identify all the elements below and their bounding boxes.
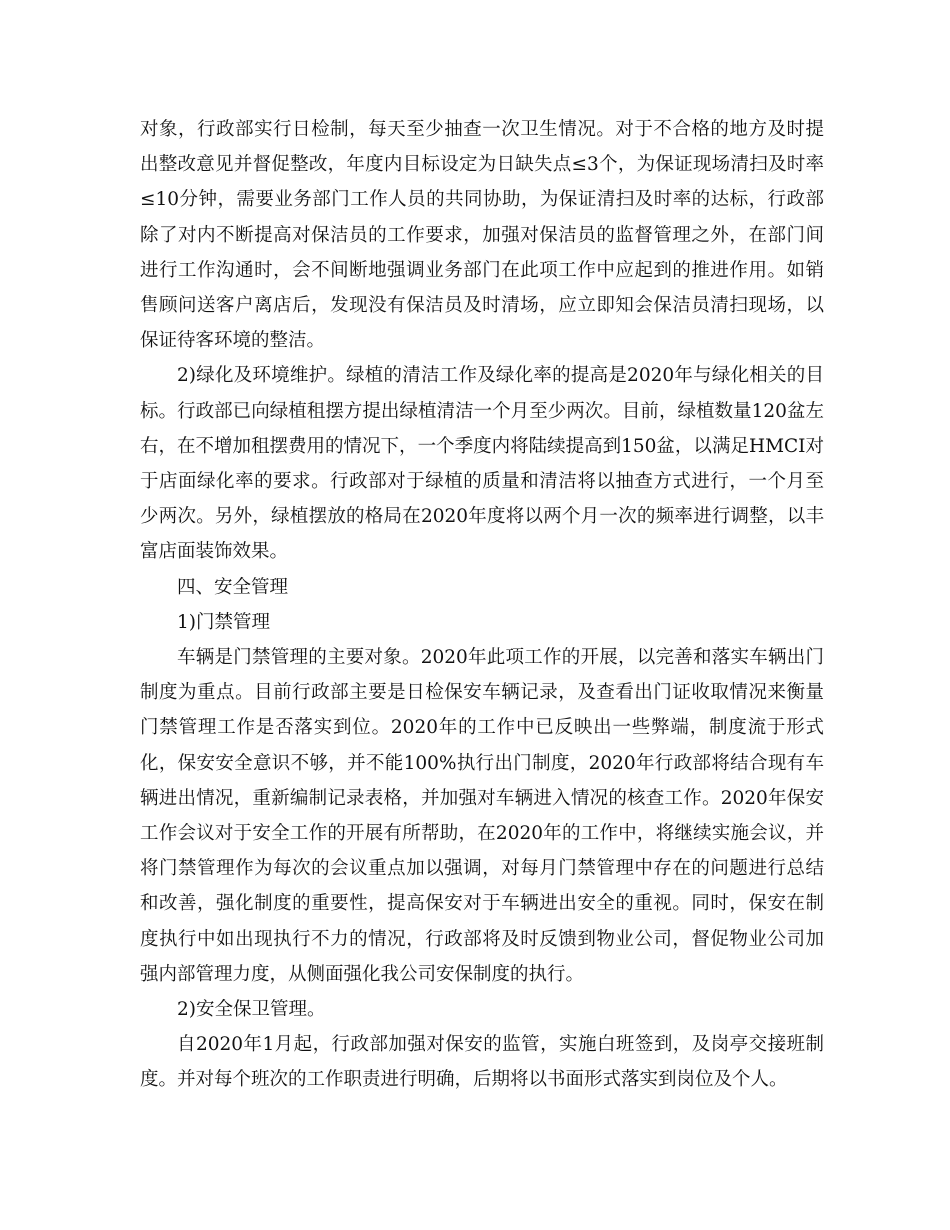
paragraph-access-control: 车辆是门禁管理的主要对象。2020年此项工作的开展，以完善和落实车辆出门制度为重点。目前行政部主要是日检保安车辆记录，及查看出门证收取情况来衡量门禁管理工作是否落实到位。2020年的工作中已反映出一些弊端，制度流于形式化，保安安全意识不够，并不能100%执行出门制度，2020年行政部将结合现有车辆进出情况，重新编制记录表格，并加强对车辆进入情况的核查工作。2020年保安工作会议对于安全工作的开展有所帮助，在2020年的工作中，将继续实施会议，并将门禁管理作为每次的会议重点加以强调，对每月门禁管理中存在的问题进行总结和改善，强化制度的重要性，提高保安对于车辆进出安全的重视。同时，保安在制度执行中如出现执行不力的情况，行政部将及时反馈到物业公司，督促物业公司加强内部管理力度，从侧面强化我公司安保制度的执行。 xyxy=(140,647,824,985)
section-heading-security-management: 四、安全管理 xyxy=(177,576,289,598)
subheading-access-control: 1)门禁管理 xyxy=(177,611,270,633)
document-body xyxy=(140,112,824,1098)
subheading-security-guard: 2)安全保卫管理。 xyxy=(177,999,326,1021)
paragraph-security-guard: 自2020年1月起，行政部加强对保安的监管，实施白班签到，及岗亭交接班制度。并对每个班次的工作职责进行明确，后期将以书面形式落实到岗位及个人。 xyxy=(140,1034,824,1091)
paragraph-cleaning-inspection: 对象，行政部实行日检制，每天至少抽查一次卫生情况。对于不合格的地方及时提出整改意见并督促整改，年度内目标设定为日缺失点≤3个，为保证现场清扫及时率≤10分钟，需要业务部门工作人员的共同协助，为保证清扫及时率的达标，行政部除了对内不断提高对保洁员的工作要求，加强对保洁员的监督管理之外，在部门间进行工作沟通时，会不间断地强调业务部门在此项工作中应起到的推进作用。如销售顾问送客户离店后，发现没有保洁员及时清场，应立即知会保洁员清扫现场，以保证待客环境的整洁。 xyxy=(140,119,824,352)
paragraph-greening-maintenance: 2)绿化及环境维护。绿植的清洁工作及绿化率的提高是2020年与绿化相关的目标。行政部已向绿植租摆方提出绿植清洁一个月至少两次。目前，绿植数量120盆左右，在不增加租摆费用的情况下，一个季度内将陆续提高到150盆，以满足HMCI对于店面绿化率的要求。行政部对于绿植的质量和清洁将以抽查方式进行，一个月至少两次。另外，绿植摆放的格局在2020年度将以两个月一次的频率进行调整，以丰富店面装饰效果。 xyxy=(140,365,824,563)
